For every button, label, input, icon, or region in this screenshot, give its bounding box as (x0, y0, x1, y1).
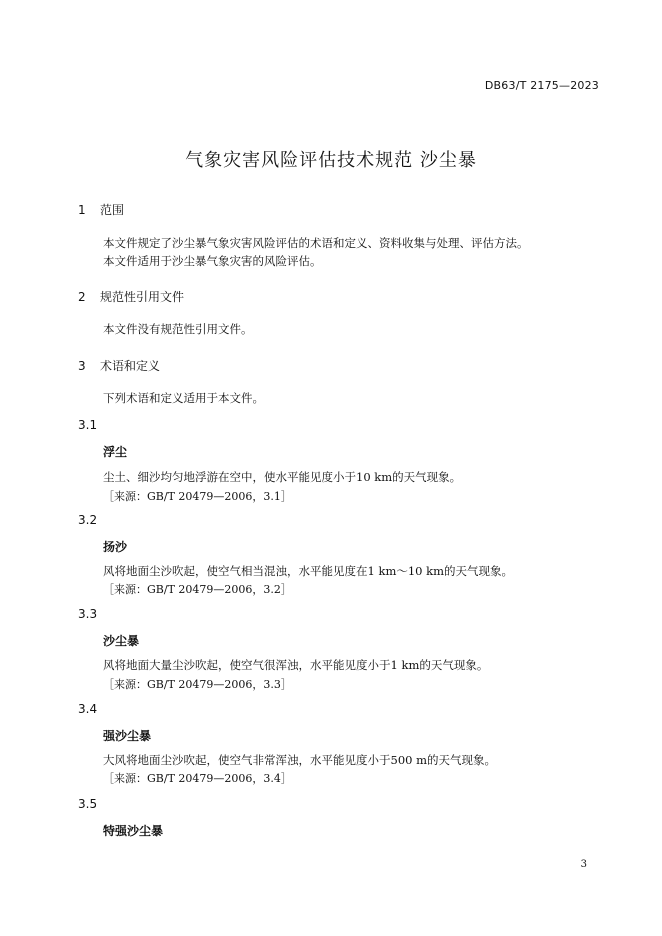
term-title: 沙尘暴 (103, 634, 140, 648)
paragraph: 本文件适用于沙尘暴气象灾害的风险评估。 (103, 254, 322, 268)
term-source: ［来源：GB/T 20479—2006，3.3］ (103, 678, 292, 691)
section-title: 规范性引用文件 (100, 290, 185, 304)
term-title: 强沙尘暴 (103, 729, 152, 743)
term-source: ［来源：GB/T 20479—2006，3.2］ (103, 583, 292, 596)
term-definition: 大风将地面尘沙吹起，使空气非常浑浊，水平能见度小于500 m的天气现象。 (103, 753, 497, 767)
paragraph: 下列术语和定义适用于本文件。 (103, 391, 264, 405)
section-title: 术语和定义 (100, 359, 161, 373)
section-number: 3 (78, 359, 86, 373)
term-definition: 风将地面大量尘沙吹起，使空气很浑浊，水平能见度小于1 km的天气现象。 (103, 658, 489, 672)
term-number: 3.2 (78, 513, 98, 527)
term-source: ［来源：GB/T 20479—2006，3.1］ (103, 490, 292, 503)
section-number: 1 (78, 203, 86, 217)
term-title: 浮尘 (103, 445, 128, 459)
term-definition: 尘土、细沙均匀地浮游在空中，使水平能见度小于10 km的天气现象。 (103, 470, 462, 484)
standard-code: DB63/T 2175—2023 (484, 79, 599, 92)
section-1-heading (78, 201, 124, 218)
term-title: 特强沙尘暴 (103, 824, 164, 838)
term-number: 3.5 (78, 797, 98, 811)
section-3-heading (78, 357, 160, 374)
page-number: 3 (580, 859, 587, 870)
term-title: 扬沙 (103, 540, 128, 554)
term-source: ［来源：GB/T 20479—2006，3.4］ (103, 772, 292, 785)
term-number: 3.3 (78, 607, 98, 621)
paragraph: 本文件规定了沙尘暴气象灾害风险评估的术语和定义、资料收集与处理、评估方法。 (103, 236, 529, 250)
paragraph: 本文件没有规范性引用文件。 (103, 322, 253, 336)
term-number: 3.1 (78, 418, 98, 432)
section-2-heading (78, 288, 184, 305)
document-title: 气象灾害风险评估技术规范 沙尘暴 (185, 150, 477, 171)
section-number: 2 (78, 290, 86, 304)
section-title: 范围 (100, 203, 125, 217)
term-definition: 风将地面尘沙吹起，使空气相当混浊，水平能见度在1 km～10 km的天气现象。 (103, 564, 514, 578)
term-number: 3.4 (78, 702, 98, 716)
